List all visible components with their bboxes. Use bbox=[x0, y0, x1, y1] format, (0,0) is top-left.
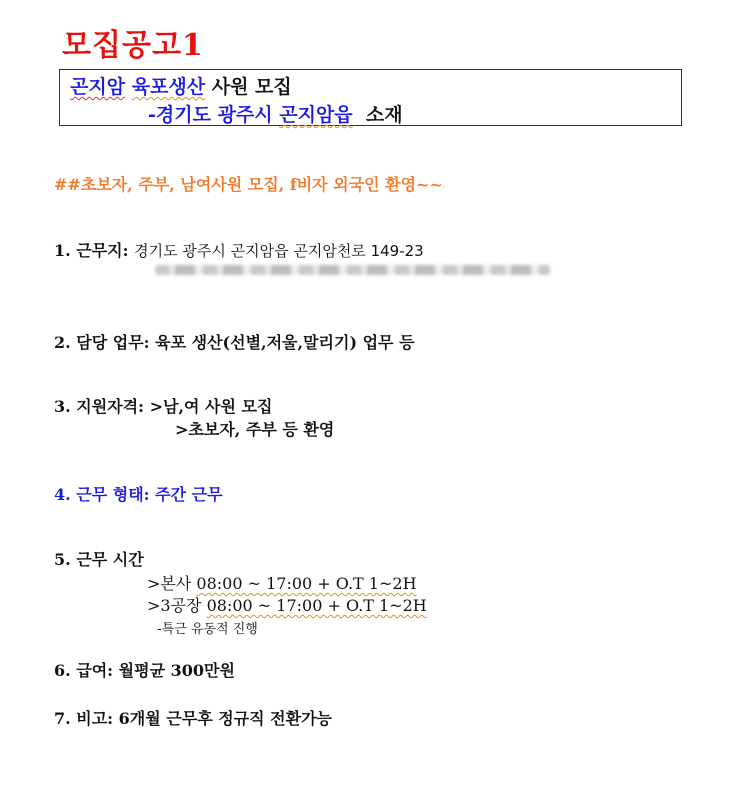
headline-line-2 bbox=[148, 100, 403, 127]
item-remarks bbox=[54, 706, 332, 729]
headline-line-1 bbox=[70, 72, 292, 99]
hours-note: -특근 유동적 진행 bbox=[157, 622, 258, 637]
item-work-type: 4. 근무 형태: 주간 근무 bbox=[54, 485, 223, 504]
hours-label: 5. 근무 시간 bbox=[54, 550, 144, 569]
hours-main bbox=[147, 571, 417, 594]
headline-town: 곤지암읍 bbox=[279, 104, 353, 126]
document-title: 모집공고1 bbox=[62, 28, 204, 63]
qualification-line-2: >초보자, 주부 등 환영 bbox=[175, 420, 335, 439]
remarks-label: 7. 비고: bbox=[54, 709, 114, 728]
item-duty bbox=[54, 330, 415, 353]
welcome-banner: ##초보자, 주부, 남여사원 모집, f비자 외국인 환영~~ bbox=[54, 175, 443, 194]
headline-recruit: 사원 모집 bbox=[211, 76, 292, 98]
headline-region: -경기도 광주시 bbox=[148, 104, 280, 126]
headline-located: 소재 bbox=[352, 104, 403, 126]
qualification-line-1: >남,여 사원 모집 bbox=[149, 397, 273, 416]
duty-label: 2. 담당 업무: bbox=[54, 333, 150, 352]
item-qualification bbox=[54, 394, 272, 417]
hours-main-time: 08:00 ~ 17:00 + O.T 1~2H bbox=[196, 574, 417, 593]
salary-label: 6. 급여: bbox=[54, 661, 114, 680]
redacted-address bbox=[155, 265, 550, 275]
qualification-label: 3. 지원자격: bbox=[54, 397, 145, 416]
salary-value: 월평균 300만원 bbox=[118, 661, 235, 680]
hours-plant-prefix: >3공장 bbox=[147, 596, 207, 615]
hours-plant-time: 08:00 ~ 17:00 + O.T 1~2H bbox=[206, 596, 427, 615]
hours-main-prefix: >본사 bbox=[147, 574, 197, 593]
item-salary bbox=[54, 658, 235, 681]
item-location bbox=[54, 238, 424, 261]
location-label: 1. 근무지: bbox=[54, 241, 129, 260]
headline-location: 곤지암 bbox=[70, 76, 126, 98]
duty-value: 육포 생산(선별,저울,말리기) 업무 등 bbox=[155, 333, 415, 352]
location-value: 경기도 광주시 곤지암읍 곤지암천로 149-23 bbox=[134, 242, 424, 260]
hours-plant bbox=[147, 593, 427, 616]
headline-product: 육포생산 bbox=[131, 76, 206, 98]
remarks-value: 6개월 근무후 정규직 전환가능 bbox=[118, 709, 332, 728]
